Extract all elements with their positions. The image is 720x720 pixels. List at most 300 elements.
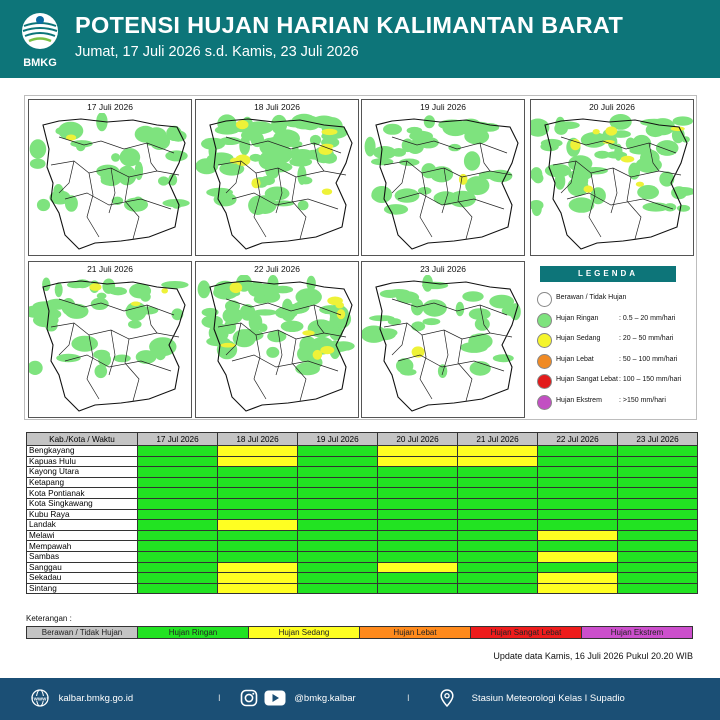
rain-level-cell xyxy=(458,467,538,478)
location-pin-icon xyxy=(440,689,454,707)
legend-label: Hujan Lebat xyxy=(556,355,594,363)
regency-border xyxy=(51,323,179,339)
station-text: Stasiun Meteorologi Kelas I Supadio xyxy=(471,693,625,704)
table-row xyxy=(27,467,698,478)
website-text: kalbar.bmkg.go.id xyxy=(58,693,134,704)
rain-level-cell xyxy=(138,530,218,541)
youtube-icon xyxy=(264,690,286,706)
light-rain-area xyxy=(411,321,425,331)
light-rain-area xyxy=(29,361,43,375)
rain-map xyxy=(29,275,191,416)
rain-level-cell xyxy=(458,583,538,594)
light-rain-area xyxy=(677,205,690,212)
rain-level-cell xyxy=(618,498,698,509)
legend-swatch xyxy=(537,313,552,328)
light-rain-area xyxy=(91,298,109,310)
light-rain-area xyxy=(165,150,187,161)
rain-level-cell xyxy=(618,562,698,573)
rain-level-cell xyxy=(298,456,378,467)
moderate-rain-area xyxy=(302,330,314,335)
rain-level-cell xyxy=(618,583,698,594)
regency-border xyxy=(480,143,490,171)
rain-level-cell xyxy=(538,456,618,467)
legend-label: Hujan Sangat Lebat xyxy=(556,376,618,383)
moderate-rain-area xyxy=(131,302,141,307)
moderate-rain-area xyxy=(603,140,615,144)
moderate-rain-area xyxy=(313,350,323,360)
page-subtitle: Jumat, 17 Juli 2026 s.d. Kamis, 23 Juli 2026 xyxy=(75,44,359,60)
legend xyxy=(532,262,692,410)
table-row xyxy=(27,530,698,541)
light-rain-area xyxy=(158,176,169,185)
light-rain-area xyxy=(460,342,488,353)
light-rain-area xyxy=(30,159,46,169)
light-rain-area xyxy=(456,302,465,317)
rain-level-cell xyxy=(378,520,458,531)
regency-border xyxy=(384,323,512,339)
moderate-rain-area xyxy=(636,182,644,187)
rain-level-cell xyxy=(378,456,458,467)
rain-level-cell xyxy=(138,488,218,499)
rain-level-cell xyxy=(538,498,618,509)
rain-level-cell xyxy=(378,530,458,541)
light-rain-area xyxy=(209,152,234,164)
rain-level-cell xyxy=(378,467,458,478)
region-name: Ketapang xyxy=(27,477,138,488)
moderate-rain-area xyxy=(161,288,168,293)
rain-level-cell xyxy=(378,541,458,552)
rain-map xyxy=(531,113,693,254)
rain-level-cell xyxy=(138,551,218,562)
table-header-date: 18 Jul 2026 xyxy=(218,433,298,446)
table-row xyxy=(27,488,698,499)
light-rain-area xyxy=(37,199,50,211)
light-rain-area xyxy=(260,176,275,185)
light-rain-area xyxy=(155,347,166,360)
map-date-label: 22 Juli 2026 xyxy=(254,264,300,274)
rain-level-cell xyxy=(458,530,538,541)
moderate-rain-area xyxy=(605,126,617,135)
table-row xyxy=(27,520,698,531)
light-rain-area xyxy=(202,315,223,328)
light-rain-area xyxy=(636,157,662,173)
rain-level-cell xyxy=(138,573,218,584)
light-rain-area xyxy=(568,155,592,172)
page-header xyxy=(0,0,720,78)
rain-level-cell xyxy=(298,520,378,531)
table-row xyxy=(27,573,698,584)
rain-level-cell xyxy=(298,488,378,499)
rain-level-cell xyxy=(218,509,298,520)
legend-label: Hujan Sedang xyxy=(556,335,601,342)
light-rain-area xyxy=(331,318,341,328)
rain-map-panel xyxy=(361,261,525,418)
rain-level-cell xyxy=(618,573,698,584)
rain-level-cell xyxy=(538,541,618,552)
light-rain-area xyxy=(395,188,420,202)
rain-level-cell xyxy=(378,562,458,573)
light-rain-area xyxy=(111,153,120,162)
rain-level-cell xyxy=(138,583,218,594)
rain-level-cell xyxy=(218,498,298,509)
moderate-rain-area xyxy=(621,156,635,163)
rain-level-cell xyxy=(138,477,218,488)
rain-level-cell xyxy=(458,551,538,562)
footer-separator: I xyxy=(218,693,221,704)
rain-map xyxy=(196,275,358,416)
rain-level-cell xyxy=(298,551,378,562)
regency-border xyxy=(59,323,74,355)
light-rain-area xyxy=(120,148,141,166)
regency-border xyxy=(392,323,407,355)
rain-level-cell xyxy=(298,573,378,584)
regency-border xyxy=(109,330,115,375)
light-rain-area xyxy=(464,151,480,171)
legend-label: Hujan Ringan xyxy=(556,314,599,322)
rain-level-cell xyxy=(458,562,538,573)
rain-level-cell xyxy=(138,562,218,573)
map-date-label: 21 Juli 2026 xyxy=(87,264,133,274)
rain-level-cell xyxy=(618,520,698,531)
region-name: Sintang xyxy=(27,583,138,594)
light-rain-area xyxy=(93,350,110,360)
table-header-date: 23 Jul 2026 xyxy=(618,433,698,446)
rain-level-cell xyxy=(618,541,698,552)
table-row xyxy=(27,541,698,552)
light-rain-area xyxy=(332,341,354,351)
rain-level-cell xyxy=(298,477,378,488)
legend-swatch xyxy=(537,395,552,410)
regency-border xyxy=(392,161,407,193)
footer-separator: I xyxy=(407,693,410,704)
instagram-icon xyxy=(240,689,258,707)
rain-level-cell xyxy=(538,551,618,562)
light-rain-area xyxy=(55,282,63,297)
table-row xyxy=(27,498,698,509)
rain-level-cell xyxy=(378,488,458,499)
moderate-rain-area xyxy=(335,302,344,308)
rain-level-cell xyxy=(458,541,538,552)
light-rain-area xyxy=(464,128,489,144)
light-rain-area xyxy=(118,166,137,186)
region-name: Landak xyxy=(27,520,138,531)
rain-map-panel xyxy=(28,261,192,418)
table-header-date: 21 Jul 2026 xyxy=(458,433,538,446)
rain-level-cell xyxy=(538,446,618,457)
table-row xyxy=(27,583,698,594)
region-name: Sekadau xyxy=(27,573,138,584)
rain-map-panel xyxy=(195,261,359,418)
keterangan-item: Hujan Ekstrem xyxy=(582,627,692,638)
light-rain-area xyxy=(281,321,304,332)
light-rain-area xyxy=(225,300,240,312)
rain-level-cell xyxy=(618,477,698,488)
rain-map xyxy=(362,275,524,416)
table-row xyxy=(27,551,698,562)
light-rain-area xyxy=(531,119,549,137)
light-rain-area xyxy=(469,308,491,320)
light-rain-area xyxy=(53,184,63,199)
light-rain-area xyxy=(55,127,65,134)
legend-range: : 100 – 150 mm/hari xyxy=(619,376,682,383)
region-name: Melawi xyxy=(27,530,138,541)
rain-level-cell xyxy=(218,520,298,531)
light-rain-area xyxy=(254,295,268,304)
bmkg-emblem-icon xyxy=(16,11,64,59)
rain-level-cell xyxy=(458,509,538,520)
light-rain-area xyxy=(637,185,659,199)
light-rain-area xyxy=(133,197,144,207)
rain-level-cell xyxy=(618,509,698,520)
table-row xyxy=(27,477,698,488)
light-rain-area xyxy=(96,165,119,178)
rain-level-cell xyxy=(618,530,698,541)
light-rain-area xyxy=(664,203,677,211)
rain-level-cell xyxy=(618,488,698,499)
region-name: Kota Singkawang xyxy=(27,498,138,509)
keterangan-bar xyxy=(26,626,693,639)
moderate-rain-area xyxy=(593,129,600,134)
rain-level-cell xyxy=(538,530,618,541)
rain-level-cell xyxy=(538,467,618,478)
light-rain-area xyxy=(136,350,157,364)
table-header-region: Kab./Kota / Waktu xyxy=(27,433,138,446)
legend-range: : 50 – 100 mm/hari xyxy=(619,355,678,363)
light-rain-area xyxy=(135,126,157,143)
light-rain-area xyxy=(541,139,563,147)
table-row xyxy=(27,509,698,520)
moderate-rain-area xyxy=(322,129,338,135)
map-date-label: 23 Juli 2026 xyxy=(420,264,466,274)
table-header-date: 22 Jul 2026 xyxy=(538,433,618,446)
moderate-rain-area xyxy=(235,155,250,166)
rain-level-cell xyxy=(458,498,538,509)
light-rain-area xyxy=(198,280,211,298)
light-rain-area xyxy=(267,331,286,343)
moderate-rain-area xyxy=(584,186,594,193)
light-rain-area xyxy=(30,139,47,158)
rain-level-cell xyxy=(218,456,298,467)
light-rain-area xyxy=(371,190,384,202)
rain-level-cell xyxy=(138,446,218,457)
light-rain-area xyxy=(556,121,580,129)
footer-station xyxy=(440,678,625,720)
regency-border xyxy=(254,335,266,399)
rain-map xyxy=(362,113,524,254)
footer xyxy=(0,678,720,720)
table-row xyxy=(27,446,698,457)
rain-level-cell xyxy=(218,477,298,488)
rain-level-cell xyxy=(138,498,218,509)
rain-level-cell xyxy=(138,520,218,531)
keterangan-item: Hujan Sedang xyxy=(249,627,360,638)
rain-level-cell xyxy=(458,477,538,488)
rain-level-cell xyxy=(218,530,298,541)
light-rain-area xyxy=(65,195,78,212)
rain-level-cell xyxy=(538,520,618,531)
keterangan-item: Hujan Sangat Lebat xyxy=(471,627,582,638)
rain-level-cell xyxy=(218,562,298,573)
rain-level-cell xyxy=(378,477,458,488)
table-row xyxy=(27,562,698,573)
rain-level-cell xyxy=(378,551,458,562)
rain-map-panel xyxy=(28,99,192,256)
moderate-rain-area xyxy=(322,189,332,195)
light-rain-area xyxy=(399,159,419,166)
table-header-date: 20 Jul 2026 xyxy=(378,433,458,446)
moderate-rain-area xyxy=(251,178,260,188)
rain-level-cell xyxy=(218,583,298,594)
legend-swatch xyxy=(537,333,552,348)
light-rain-area xyxy=(217,114,236,132)
table-header-date: 19 Jul 2026 xyxy=(298,433,378,446)
rain-level-cell xyxy=(138,509,218,520)
legend-label: Berawan / Tidak Hujan xyxy=(556,294,627,301)
light-rain-area xyxy=(266,347,279,358)
rain-level-cell xyxy=(298,541,378,552)
light-rain-area xyxy=(265,187,290,201)
region-name: Kapuas Hulu xyxy=(27,456,138,467)
light-rain-area xyxy=(253,309,277,315)
rain-level-cell xyxy=(538,488,618,499)
rain-level-cell xyxy=(378,573,458,584)
table-row xyxy=(27,456,698,467)
map-date-label: 17 Juli 2026 xyxy=(87,102,133,112)
light-rain-area xyxy=(128,320,142,328)
footer-social[interactable] xyxy=(240,678,356,720)
moderate-rain-area xyxy=(221,343,236,348)
rain-level-cell xyxy=(458,573,538,584)
keterangan-item: Hujan Ringan xyxy=(138,627,249,638)
bmkg-logo xyxy=(16,11,64,71)
rain-map-panel xyxy=(361,99,525,256)
keterangan-label: Keterangan : xyxy=(26,614,72,623)
light-rain-area xyxy=(673,116,693,125)
map-date-label: 19 Juli 2026 xyxy=(420,102,466,112)
moderate-rain-area xyxy=(459,174,468,185)
rain-level-cell xyxy=(538,509,618,520)
light-rain-area xyxy=(259,152,276,169)
light-rain-area xyxy=(448,144,461,151)
rain-level-cell xyxy=(298,583,378,594)
regency-border xyxy=(611,168,617,213)
moderate-rain-area xyxy=(412,346,425,357)
legend-swatch xyxy=(537,354,552,369)
keterangan-item: Berawan / Tidak Hujan xyxy=(27,627,138,638)
legend-title: LEGENDA xyxy=(540,266,676,282)
light-rain-area xyxy=(555,172,566,189)
light-rain-area xyxy=(109,287,127,295)
light-rain-area xyxy=(383,124,402,135)
www-globe-icon xyxy=(30,688,50,708)
rain-level-cell xyxy=(458,446,538,457)
light-rain-area xyxy=(113,355,130,363)
rain-level-cell xyxy=(218,551,298,562)
rain-level-cell xyxy=(618,467,698,478)
rain-map xyxy=(29,113,191,254)
light-rain-area xyxy=(423,300,447,317)
moderate-rain-area xyxy=(320,346,334,354)
logo-text: BMKG xyxy=(23,57,57,69)
rain-level-cell xyxy=(538,573,618,584)
rain-level-cell xyxy=(138,456,218,467)
regency-border xyxy=(125,339,139,401)
forecast-table xyxy=(26,432,698,594)
rain-level-cell xyxy=(218,541,298,552)
regency-border xyxy=(87,173,99,237)
footer-website[interactable] xyxy=(30,678,133,720)
regency-border xyxy=(420,173,432,237)
region-name: Mempawah xyxy=(27,541,138,552)
rain-level-cell xyxy=(218,573,298,584)
rain-level-cell xyxy=(618,551,698,562)
legend-swatch xyxy=(537,292,552,307)
legend-swatch xyxy=(537,374,552,389)
region-name: Kota Pontianak xyxy=(27,488,138,499)
light-rain-area xyxy=(479,171,496,179)
moderate-rain-area xyxy=(90,283,102,291)
light-rain-area xyxy=(493,354,514,362)
light-rain-area xyxy=(163,199,190,207)
region-name: Sambas xyxy=(27,551,138,562)
rain-level-cell xyxy=(138,541,218,552)
light-rain-area xyxy=(462,291,483,302)
rain-level-cell xyxy=(298,530,378,541)
light-rain-area xyxy=(224,320,236,334)
rain-level-cell xyxy=(218,467,298,478)
keterangan-item: Hujan Lebat xyxy=(360,627,471,638)
light-rain-area xyxy=(246,121,274,134)
legend-range: : >150 mm/hari xyxy=(619,396,666,404)
rain-level-cell xyxy=(298,498,378,509)
region-name: Kayong Utara xyxy=(27,467,138,478)
light-rain-area xyxy=(396,358,413,373)
light-rain-area xyxy=(421,163,436,178)
rain-level-cell xyxy=(618,446,698,457)
rain-level-cell xyxy=(298,467,378,478)
region-name: Sanggau xyxy=(27,562,138,573)
light-rain-area xyxy=(409,131,433,142)
rain-level-cell xyxy=(218,446,298,457)
rain-level-cell xyxy=(618,456,698,467)
light-rain-area xyxy=(632,135,651,152)
region-name: Bengkayang xyxy=(27,446,138,457)
map-date-label: 18 Juli 2026 xyxy=(254,102,300,112)
rain-level-cell xyxy=(378,446,458,457)
rain-level-cell xyxy=(378,583,458,594)
rain-level-cell xyxy=(138,467,218,478)
page-title: POTENSI HUJAN HARIAN KALIMANTAN BARAT xyxy=(75,12,624,38)
region-name: Kubu Raya xyxy=(27,509,138,520)
svg-text:WWW: WWW xyxy=(33,696,47,702)
light-rain-area xyxy=(423,318,441,325)
rain-level-cell xyxy=(298,446,378,457)
rain-map-panel xyxy=(195,99,359,256)
light-rain-area xyxy=(532,201,542,216)
regency-border xyxy=(420,335,432,399)
rain-level-cell xyxy=(458,520,538,531)
rain-level-cell xyxy=(298,509,378,520)
legend-label: Hujan Ekstrem xyxy=(556,396,602,404)
light-rain-area xyxy=(656,140,679,156)
legend-range: : 0.5 – 20 mm/hari xyxy=(619,314,676,322)
update-text: Update data Kamis, 16 Juli 2026 Pukul 20.20 WIB xyxy=(493,651,693,661)
moderate-rain-area xyxy=(230,282,243,293)
rain-level-cell xyxy=(378,498,458,509)
rain-map-panel xyxy=(530,99,694,256)
light-rain-area xyxy=(289,157,312,166)
social-text: @bmkg.kalbar xyxy=(294,693,356,704)
